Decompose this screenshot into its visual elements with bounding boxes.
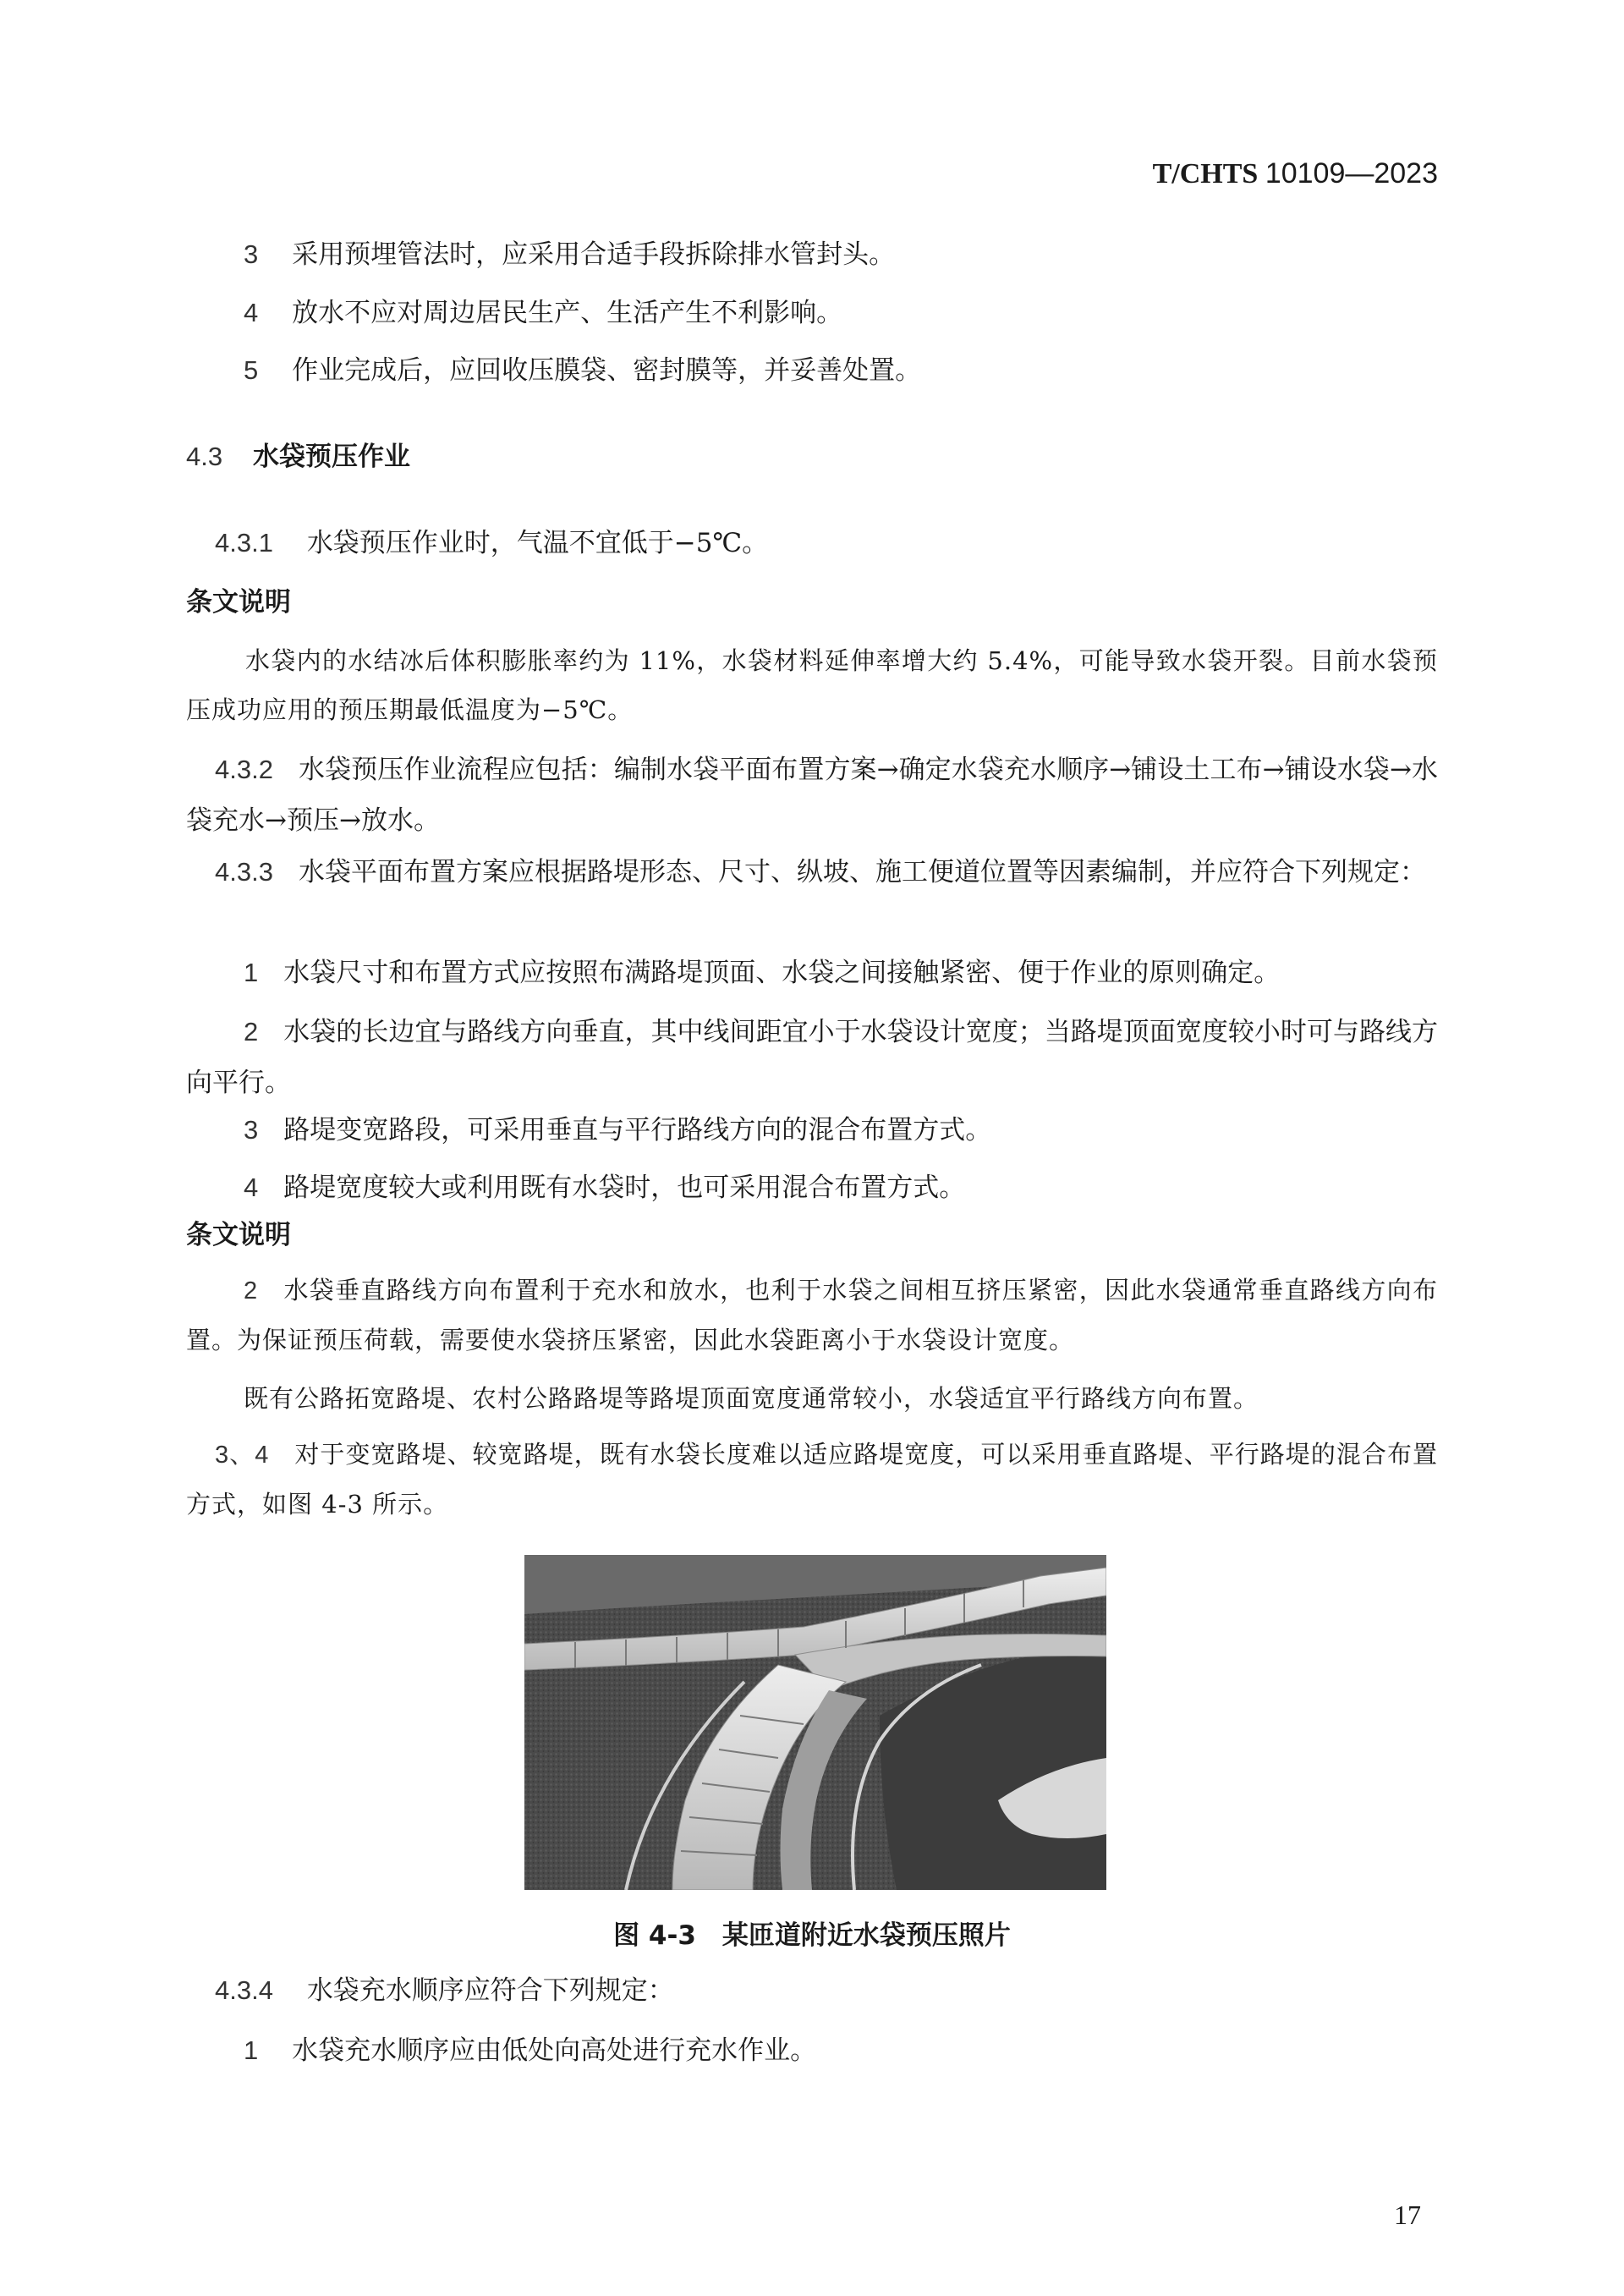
section-title: 水袋预压作业 <box>252 442 410 472</box>
list-item-text: 放水不应对周边居民生产、生活产生不利影响。 <box>292 298 843 328</box>
clause-text: 水袋预压作业流程应包括：编制水袋平面布置方案→确定水袋充水顺序→铺设土工布→铺设水袋→水袋充水→预压→放水。 <box>186 755 1438 836</box>
water-bag-preload-photo <box>524 1555 1106 1890</box>
list-item-text: 水袋充水顺序应由低处向高处进行充水作业。 <box>292 2035 817 2066</box>
list-item-number: 3 <box>244 1115 259 1145</box>
section-heading <box>186 443 410 470</box>
clause-4-3-2 <box>186 744 1438 846</box>
clause-text: 水袋平面布置方案应根据路堤形态、尺寸、纵坡、施工便道位置等因素编制，并应符合下列规定： <box>298 857 1426 887</box>
list-item-number: 4 <box>244 298 259 327</box>
clause-text: 水袋预压作业时，气温不宜低于−5℃。 <box>306 528 769 558</box>
clause-4-3-4 <box>215 1977 674 2004</box>
figure-caption: 图 4-3 某匝道附近水袋预压照片 <box>613 1920 1011 1951</box>
standard-prefix: T/CHTS <box>1152 158 1259 190</box>
commentary-title: 条文说明 <box>186 587 291 618</box>
list-item <box>244 357 921 384</box>
standard-number: 10109—2023 <box>1265 157 1438 190</box>
commentary-paragraph <box>186 1430 1438 1529</box>
clause-number: 4.3.1 <box>215 528 273 558</box>
commentary-text: 既有公路拓宽路堤、农村公路路堤等路堤顶面宽度通常较小，水袋适宜平行路线方向布置。 <box>244 1384 1259 1413</box>
list-item-text: 采用预埋管法时，应采用合适手段拆除排水管封头。 <box>292 239 896 270</box>
commentary-item-number: 3、4 <box>215 1442 270 1469</box>
list-item-number: 5 <box>244 355 259 385</box>
clause-4-3-3 <box>186 847 1438 898</box>
list-item-text: 水袋的长边宜与路线方向垂直，其中线间距宜小于水袋设计宽度；当路堤顶面宽度较小时可与路线方向平行。 <box>186 1017 1438 1098</box>
commentary-item-number: 2 <box>244 1277 259 1305</box>
list-item <box>186 948 1438 998</box>
list-item <box>244 2037 816 2064</box>
list-item-text: 水袋尺寸和布置方式应按照布满路堤顶面、水袋之间接触紧密、便于作业的原则确定。 <box>283 958 1281 988</box>
list-item-text: 路堤宽度较大或利用既有水袋时，也可采用混合布置方式。 <box>283 1173 966 1203</box>
list-item-number: 3 <box>244 239 259 269</box>
clause-4-3-1 <box>215 530 768 557</box>
list-item <box>186 1162 1438 1213</box>
clause-text: 水袋充水顺序应符合下列规定： <box>306 1975 674 2006</box>
standard-code-header <box>1153 157 1438 190</box>
clause-number: 4.3.2 <box>215 755 273 784</box>
commentary-text: 对于变宽路堤、较宽路堤，既有水袋长度难以适应路堤宽度，可以采用垂直路堤、平行路堤的混合布置方式，如图 4-3 所示。 <box>186 1440 1438 1519</box>
list-item <box>186 1105 1438 1156</box>
list-item-text: 作业完成后，应回收压膜袋、密封膜等，并妥善处置。 <box>292 355 922 386</box>
list-item-number: 4 <box>244 1173 259 1202</box>
commentary-text: 水袋内的水结冰后体积膨胀率约为 11%，水袋材料延伸率增大约 5.4%，可能导致水袋开裂。目前水袋预压成功应用的预压期最低温度为−5℃。 <box>186 646 1438 724</box>
commentary-title: 条文说明 <box>186 1220 291 1250</box>
list-item <box>186 1007 1438 1108</box>
clause-number: 4.3.3 <box>215 857 273 887</box>
list-item <box>244 299 842 327</box>
list-item-number: 1 <box>244 2035 259 2065</box>
commentary-text: 水袋垂直路线方向布置利于充水和放水，也利于水袋之间相互挤压紧密，因此水袋通常垂直路线方向布置。为保证预压荷载，需要使水袋挤压紧密，因此水袋距离小于水袋设计宽度。 <box>186 1276 1438 1354</box>
list-item-number: 2 <box>244 1017 259 1046</box>
section-number: 4.3 <box>186 442 223 471</box>
list-item-number: 1 <box>244 958 259 987</box>
page-number: 17 <box>1394 2200 1421 2230</box>
clause-number: 4.3.4 <box>215 1975 273 2005</box>
list-item-text: 路堤变宽路段，可采用垂直与平行路线方向的混合布置方式。 <box>283 1115 992 1145</box>
list-item <box>244 241 895 268</box>
commentary-paragraph <box>186 1266 1438 1365</box>
